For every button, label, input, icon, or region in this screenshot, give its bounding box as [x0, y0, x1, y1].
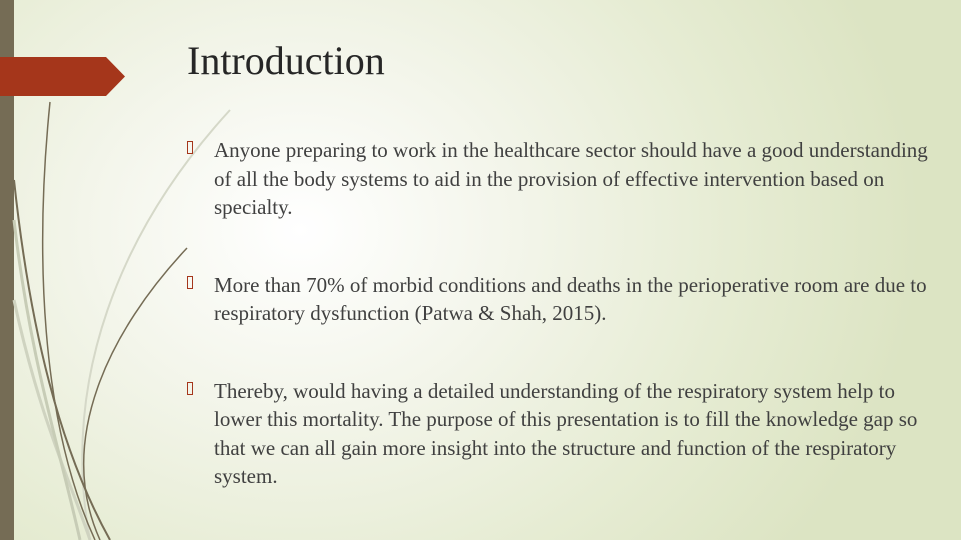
bullet-item [186, 271, 936, 328]
bullet-text: More than 70% of morbid conditions and deaths in the perioperative room are due to respiratory dysfunction (Patwa & Shah, 2015). [214, 272, 927, 325]
bullet-text: Anyone preparing to work in the healthcare sector should have a good understanding of all the body systems to aid in the provision of effective intervention based on specialty. [214, 138, 928, 219]
bullet-text: Thereby, would having a detailed understanding of the respiratory system help to lower this mortality. The purpose of this presentation is to fill the knowledge gap so that we can all gain more insight into the structure and function of the respiratory system. [214, 378, 918, 488]
bullet-icon [187, 382, 193, 395]
bullet-icon [187, 141, 193, 154]
slide-title: Introduction [187, 38, 385, 83]
bullet-item [186, 377, 936, 491]
title-arrow-accent [0, 57, 125, 96]
bullet-item [186, 136, 936, 222]
bullet-icon [187, 276, 193, 289]
bullet-list [186, 136, 936, 491]
